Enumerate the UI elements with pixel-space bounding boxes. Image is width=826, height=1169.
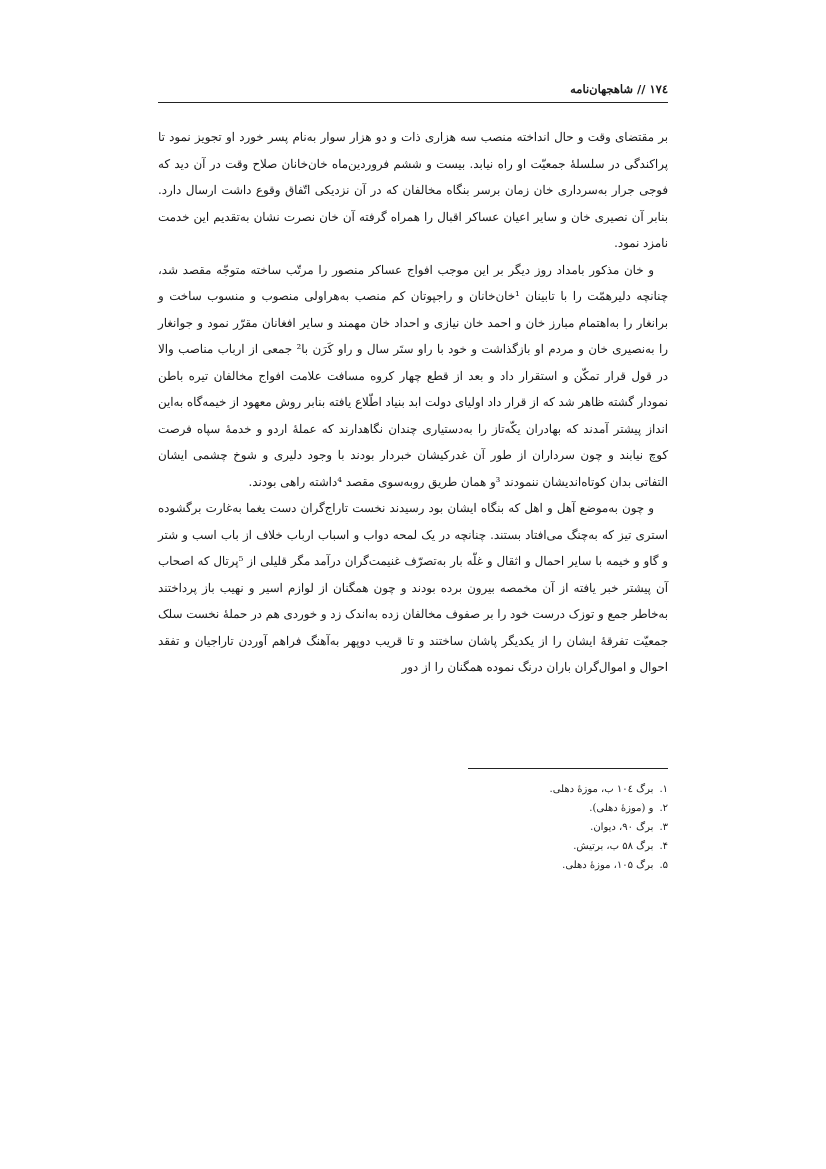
paragraph-2: و خان مذکور بامداد روز دیگر بر این موجب افواج عساکر منصور را مرتّب ساخته متوجّه مقصد شد، چنانچه دلیرهمّت را با تابینان ¹خان‌خانان و راجپوتان کم منصب به‌هراولی منصوب و منسوب ساخت و برانغار را به‌اهتمام مبارز خان و احمد خان نیازی و احداد خان مهمند و سایر افغانان مقرّر نمود و جوانغار را به‌نصیری خان و مردم او بازگذاشت و خود با راو ستَر سال و راو کَرَن با² جمعی از ارباب مناصب والا در قول قرار تمکّن و استقرار داد و بعد از قطع چهار کروه مسافت علامت افواج مخالفان تیره باطن نمودار گشته ظاهر شد که از قرار داد اولیای دولت ابد بنیاد اطّلاع یافته بنابر روش معهود از خیمه‌گاه به‌این انداز پیشتر آمدند که بهادران یکّه‌تاز را به‌دستیاری چندان نگاهدارند که عملهٔ اردو و خدمهٔ سپاه فرصت کوچ نیابند و چون سرداران از طور آن غدرکیشان خبردار بودند با وجود دلیری و شوخ چشمی ایشان التفاتی بدان کوتاه‌اندیشان ننمودند ³و همان طریق روبه‌سوی مقصد ⁴داشته راهی بودند.: [158, 262, 668, 489]
footnote-5: [400, 856, 668, 875]
footnote-text: برگ ۱۰۵، موزهٔ دهلی.: [562, 860, 654, 871]
footnote-text: برگ ۵۸ ب، برتیش.: [573, 841, 654, 852]
footnote-3: [400, 818, 668, 837]
footnote-number: ۵.: [659, 860, 668, 871]
footnote-2: [400, 799, 668, 818]
running-header: [158, 78, 668, 100]
footnote-number: ۳.: [659, 822, 668, 833]
footnote-number: ۱.: [659, 784, 668, 795]
main-text: [158, 124, 668, 681]
footnote-text: برگ ۹۰، دیوان.: [590, 822, 654, 833]
footnote-number: ۲.: [659, 803, 668, 814]
header-rule: [158, 102, 668, 103]
footnote-text: برگ ۱۰٤ ب، موزهٔ دهلی.: [549, 784, 654, 795]
footnote-rule: [468, 768, 668, 769]
footnote-number: ۴.: [659, 841, 668, 852]
header-title: ۱۷٤ // شاهجهان‌نامه: [570, 82, 668, 96]
footnote-text: و (موزهٔ دهلی).: [589, 803, 654, 814]
paragraph-1: بر مقتضای وقت و حال انداخته منصب سه هزاری ذات و دو هزار سوار به‌نام پسر خورد او تجویز نمود تا پراکندگی در سلسلهٔ جمعیّت او راه نیابد. بیست و ششم فروردین‌ماه خان‌خانان صلاح وقت در آن دید که فوجی جرار به‌سرداری خان زمان برسر بنگاه مخالفان که در آن نزدیکی اتّفاق وقوع داشت ارسال دارد. بنابر آن نصیری خان و سایر اعیان عساکر اقبال را همراه گرفته آن خان نصرت نشان به‌تقدیم این خدمت نامزد نمود.: [158, 130, 668, 250]
footnote-1: [400, 780, 668, 799]
paragraph-3: و چون به‌موضع آهل و اهل که بنگاه ایشان بود رسیدند نخست تاراج‌گران دست یغما به‌غارت برگشوده استری تیز که به‌چنگ می‌افتاد بستند. چنانچه در یک لمحه دواب و اسباب ارباب خلاف از باب اسب و شتر و گاو و خیمه با سایر احمال و اثقال و غلّه بار به‌تصرّف غنیمت‌گران درآمد مگر قلیلی از ⁵پرتال که اصحاب آن پیشتر خبر یافته از آن مخمصه بیرون برده بودند و چون همگنان از لوازم اسیر و نهیب باز پرداختند به‌خاطر جمع و توزک درست خود را بر صفوف مخالفان زده به‌اندک زد و خوردی هم در حملهٔ نخست سلک جمعیّت تفرقهٔ ایشان را از یکدیگر پاشان ساختند و تا قریب دوپهر به‌آهنگ فراهم آوردن تاراجیان و تفقد احوال و اموال‌گران باران درنگ نموده همگنان را از دور: [158, 501, 668, 674]
footnotes-list: [400, 780, 668, 875]
footnote-4: [400, 837, 668, 856]
